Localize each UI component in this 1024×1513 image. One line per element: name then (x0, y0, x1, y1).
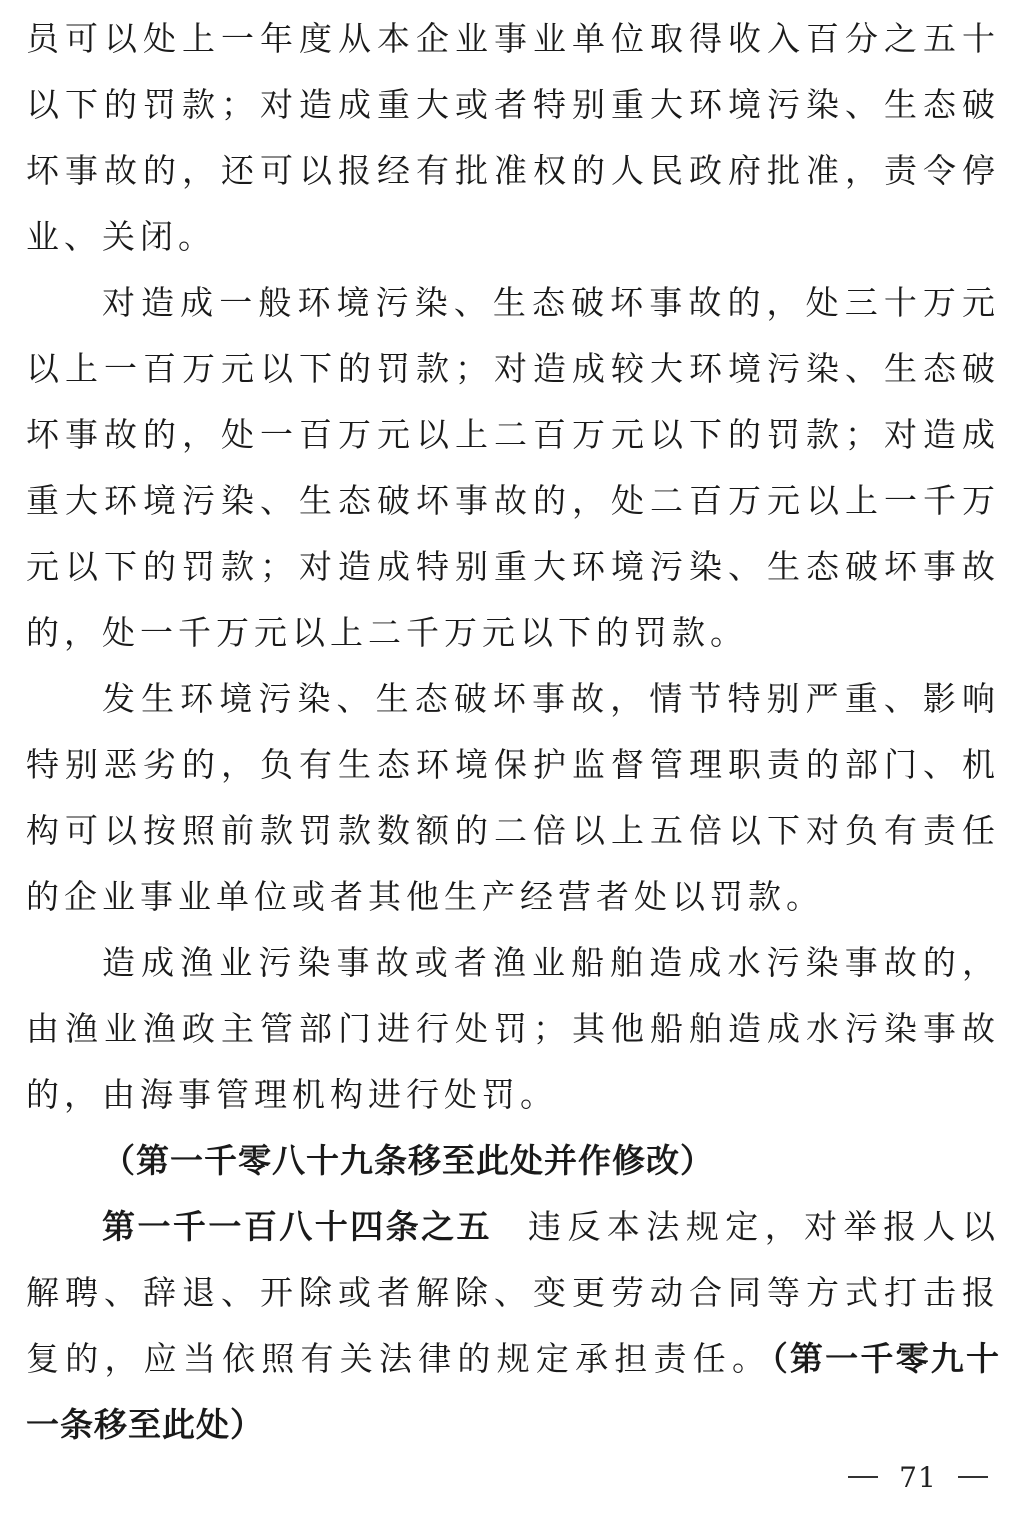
amendment-note: （第一千零八十九条移至此处并作修改） (102, 1141, 714, 1180)
page-number: 71 (899, 1460, 937, 1494)
article-paragraph (26, 1194, 1000, 1458)
page-footer (848, 1457, 988, 1497)
article-body: 违反本法规定，对举报人以解聘、辞退、开除或者解除、变更劳动合同等方式打击报复的，应当依照有关法律的规定承担责任。 (26, 1207, 1000, 1378)
page-number-dash-left (848, 1476, 878, 1478)
paragraph-continuation: 员可以处上一年度从本企业事业单位取得收入百分之五十以下的罚款；对造成重大或者特别重大环境污染、生态破坏事故的，还可以报经有批准权的人民政府批准，责令停业、关闭。 (26, 19, 1000, 256)
article-number: 第一千一百八十四条之五 (102, 1207, 492, 1246)
page-number-dash-right (958, 1476, 988, 1478)
paragraph-fine-amounts: 对造成一般环境污染、生态破坏事故的，处三十万元以上一百万元以下的罚款；对造成较大环境污染、生态破坏事故的，处一百万元以上二百万元以下的罚款；对造成重大环境污染、生态破坏事故的，处二百万元以上一千万元以下的罚款；对造成特别重大环境污染、生态破坏事故的，处一千万元以上二千万元以下的罚款。 (26, 283, 1000, 652)
paragraph-fishery-maritime: 造成渔业污染事故或者渔业船舶造成水污染事故的，由渔业渔政主管部门进行处罚；其他船舶造成水污染事故的，由海事管理机构进行处罚。 (26, 943, 1000, 1114)
article-amendment-note: （第一千零九十一条移至此处） (26, 1339, 1001, 1444)
paragraph-serious-cases: 发生环境污染、生态破坏事故，情节特别严重、影响特别恶劣的，负有生态环境保护监督管理职责的部门、机构可以按照前款罚款数额的二倍以上五倍以下对负有责任的企业事业单位或者其他生产经营者处以罚款。 (26, 679, 1000, 916)
document-page (26, 6, 1000, 1458)
